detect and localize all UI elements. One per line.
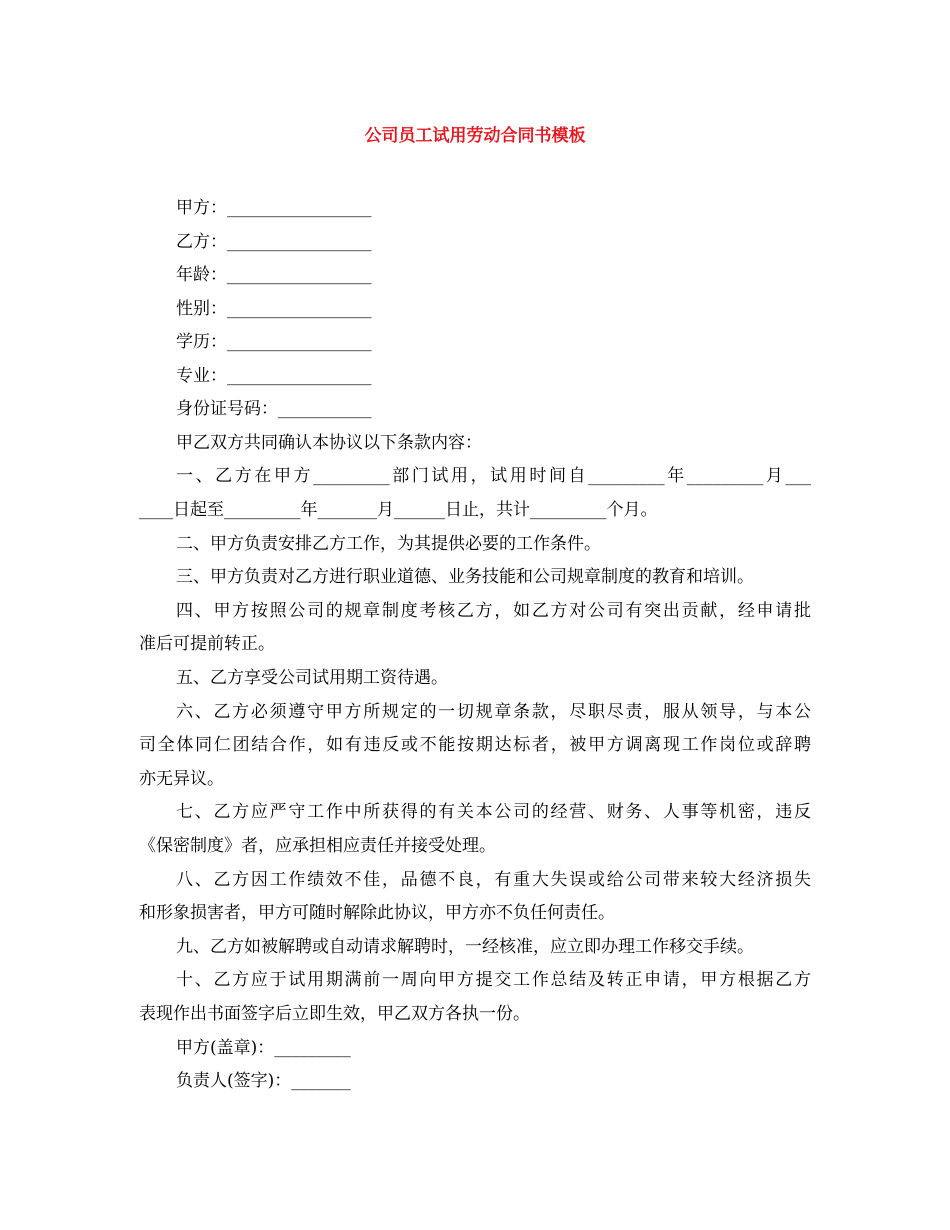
clause-9: 九、乙方如被解聘或自动请求解聘时，一经核准，应立即办理工作移交手续。 <box>176 937 754 957</box>
signature-party-a-seal: 甲方(盖章)：_________ <box>176 1038 351 1058</box>
clause-7-line-2: 《保密制度》者，应承担相应责任并接受处理。 <box>139 836 496 856</box>
clause-1-line-2: ____日起至_________年_______月______日止，共计_________个月。 <box>139 500 658 520</box>
intro-paragraph: 甲乙双方共同确认本协议以下条款内容： <box>176 433 482 453</box>
clause-6-line-1: 六、乙方必须遵守甲方所规定的一切规章条款，尽职尽责，服从领导，与本公 <box>176 702 811 722</box>
clause-3: 三、甲方负责对乙方进行职业道德、业务技能和公司规章制度的教育和培训。 <box>176 567 754 587</box>
clause-8-line-2: 和形象损害者，甲方可随时解除此协议，甲方亦不负任何责任。 <box>139 903 615 923</box>
field-major: 专业：_________________ <box>176 366 372 386</box>
clause-8-line-1: 八、乙方因工作绩效不佳，品德不良，有重大失误或给公司带来较大经济损失 <box>176 870 811 890</box>
field-party-b: 乙方：_________________ <box>176 232 372 252</box>
field-gender: 性别：_________________ <box>176 299 372 319</box>
field-party-a: 甲方：_________________ <box>176 198 372 218</box>
clause-10-line-2: 表现作出书面签字后立即生效，甲乙双方各执一份。 <box>139 1004 530 1024</box>
document-title: 公司员工试用劳动合同书模板 <box>364 126 586 146</box>
clause-7-line-1: 七、乙方应严守工作中所获得的有关本公司的经营、财务、人事等机密，违反 <box>176 802 811 822</box>
clause-4-line-1: 四、甲方按照公司的规章制度考核乙方，如乙方对公司有突出贡献，经申请批 <box>176 601 811 621</box>
clause-4-line-2: 准后可提前转正。 <box>139 634 275 654</box>
field-age: 年龄：_________________ <box>176 265 372 285</box>
field-education: 学历：_________________ <box>176 332 372 352</box>
clause-6-line-3: 亦无异议。 <box>139 769 224 789</box>
clause-6-line-2: 司全体同仁团结合作，如有违反或不能按期达标者，被甲方调离现工作岗位或辞聘 <box>139 735 811 755</box>
clause-10-line-1: 十、乙方应于试用期满前一周向甲方提交工作总结及转正申请，甲方根据乙方 <box>176 970 811 990</box>
field-id-number: 身份证号码：___________ <box>176 399 372 419</box>
signature-person-in-charge: 负责人(签字)：_______ <box>176 1071 351 1091</box>
clause-5: 五、乙方享受公司试用期工资待遇。 <box>176 668 448 688</box>
clause-1-line-1: 一、乙方在甲方_________部门试用，试用时间自_________年_________月___ <box>176 466 811 486</box>
clause-2: 二、甲方负责安排乙方工作，为其提供必要的工作条件。 <box>176 534 601 554</box>
